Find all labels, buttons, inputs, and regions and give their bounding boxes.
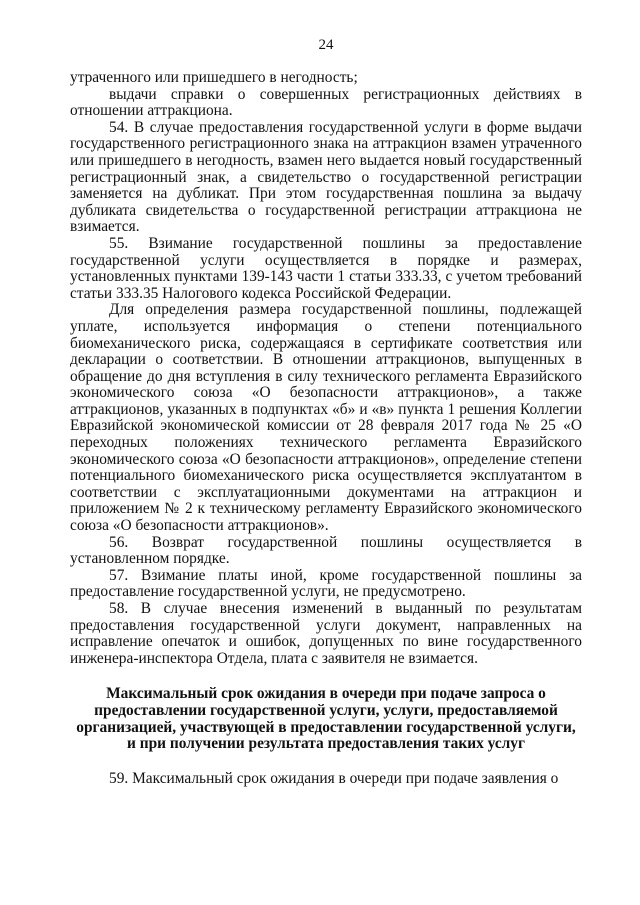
paragraph-55: 55. Взимание государственной пошлины за предоставление государственной услуги осуществляется в порядке и размерах, установленных пунктами 139-143 части 1 статьи 333.33, с учетом требований статьи 333.35 Налогового кодекса Российской Федерации. xyxy=(70,234,582,302)
page-number: 24 xyxy=(318,37,334,53)
paragraph-59: 59. Максимальный срок ожидания в очереди при подаче заявления о xyxy=(109,769,559,787)
paragraph-58: 58. В случае внесения изменений в выданный по результатам предоставления государственной услуги документ, направленных на исправление опечаток и ошибок, допущенных по вине государственного инженера-инспектора Отдела, плата с заявителя не взимается. xyxy=(70,600,582,667)
paragraph-lost-plate: утраченного или пришедшего в негодность; xyxy=(70,69,358,86)
paragraph-certificate-issue: выдачи справки о совершенных регистрационных действиях в отношении аттракциона. xyxy=(70,85,582,120)
section-heading: Максимальный срок ожидания в очереди при подаче запроса о предоставлении государственной услуги, услуги, предоставляемой организацией, участвующей в предоставлении государственной услуги, и при получении результата предоставления таких услуг xyxy=(76,685,576,753)
paragraph-57: 57. Взимание платы иной, кроме государственной пошлины за предоставление государственной услуги, не предусмотрено. xyxy=(70,566,582,601)
paragraph-56: 56. Возврат государственной пошлины осуществляется в установленном порядке. xyxy=(70,533,582,568)
paragraph-54: 54. В случае предоставления государственной услуги в форме выдачи государственного регистрационного знака на аттракцион взамен утраченного или пришедшего в негодность, взамен него выдается новый государственный регистрационный знак, а свидетельство о государственной регистрации заменяется на дубликат. При этом государственная пошлина за выдачу дубликата свидетельства о государственной регистрации аттракциона не взимается. xyxy=(70,118,582,236)
paragraph-fee-determination: Для определения размера государственной пошлины, подлежащей уплате, используется информация о степени потенциального биомеханического риска, содержащаяся в сертификате соответствия или декларации о соответствии. В отношении аттракционов, выпущенных в обращение до дня вступления в силу технического регламента Евразийского экономического союза «О безопасности аттракционов», а также аттракционов, указанных в подпунктах «б» и «в» пункта 1 решения Коллегии Евразийской экономической комиссии от 28 февраля 2017 года № 25 «О переходных положениях технического регламента Евразийского экономического союза «О безопасности аттракционов», определение степени потенциального биомеханического риска осуществляется эксплуатантом в соответствии с эксплуатационными документами на аттракцион и приложением № 2 к техническому регламенту Евразийского экономического союза «О безопасности аттракционов». xyxy=(70,301,582,535)
heading-spacer xyxy=(70,753,582,771)
document-body xyxy=(70,70,582,787)
